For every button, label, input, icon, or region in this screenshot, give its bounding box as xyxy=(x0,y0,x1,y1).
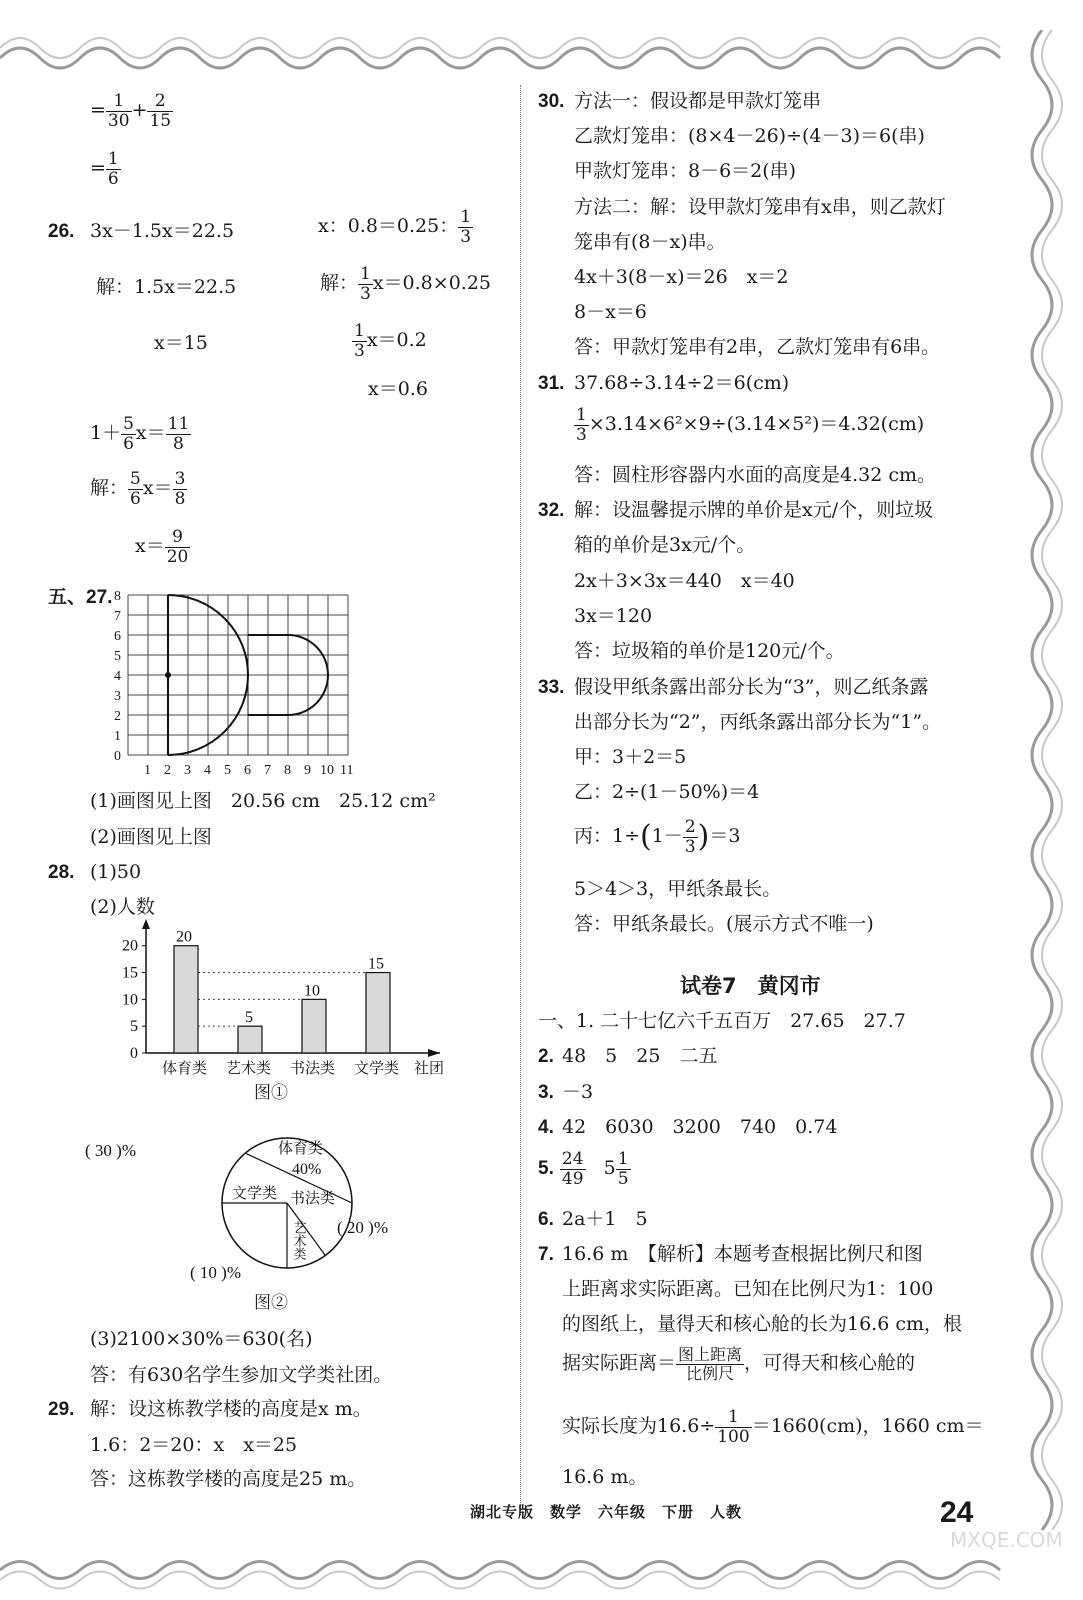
bar-value-label: 10 xyxy=(304,982,320,1000)
q27-grid-figure xyxy=(100,580,370,780)
pie-label-cal: 书法类 xyxy=(290,1189,336,1207)
grid-x-tick: 5 xyxy=(224,763,231,778)
grid-y-tick: 2 xyxy=(114,709,121,724)
top-border xyxy=(0,0,1083,70)
q31-line2: $\frac{1}{3}$ ×3.14×6²×9÷(3.14×5²)＝4.32(cm) xyxy=(576,405,925,445)
q30-line1: 方法一：假设都是甲款灯笼串 xyxy=(574,90,822,112)
q33-line1: 假设甲纸条露出部分长为“3”，则乙纸条露 xyxy=(574,676,929,698)
bar-category-label: 艺术类 xyxy=(226,1059,272,1077)
p5-line: 5. $\frac{24}{49}$ 5 $\frac{1}{5}$ xyxy=(538,1149,629,1189)
q27-answer1: (1)画图见上图 20.56 cm 25.12 cm² xyxy=(90,790,436,812)
watermark: MXQE.COM xyxy=(950,1528,1063,1552)
grid-y-tick: 4 xyxy=(114,669,121,684)
grid-x-tick: 11 xyxy=(340,763,354,778)
q30-line6: 4x＋3(8－x)＝26 x＝2 xyxy=(574,266,789,288)
q31-line3: 答：圆柱形容器内水面的高度是4.32 cm。 xyxy=(574,464,937,486)
bar-2 xyxy=(302,999,326,1053)
q29-line1: 解：设这栋教学楼的高度是x m。 xyxy=(90,1398,372,1420)
q26-eq2: x：0.8＝0.25： $\frac{1}{3}$ xyxy=(318,207,472,247)
p4-number: 4. xyxy=(538,1117,554,1138)
q26-r1: 解： $\frac{1}{3}$ x＝0.8×0.25 xyxy=(320,264,492,304)
bar-chart-title: 图① xyxy=(254,1083,288,1103)
center-point xyxy=(165,672,171,678)
bar-0 xyxy=(174,946,198,1053)
bar-x-axis-label: 社团 xyxy=(414,1059,445,1077)
right-border xyxy=(1020,30,1070,1550)
grid-x-tick: 7 xyxy=(264,763,271,778)
q32-number: 32. xyxy=(538,500,565,521)
grid-y-tick: 0 xyxy=(114,749,121,764)
bar-category-label: 文学类 xyxy=(354,1059,400,1077)
q32-line4: 3x＝120 xyxy=(574,605,653,627)
q30-line3: 甲款灯笼串：8－6＝2(串) xyxy=(574,160,797,182)
p6-line: 2a＋1 5 xyxy=(562,1208,648,1230)
bar-y-tick: 10 xyxy=(122,991,138,1009)
grid-y-tick: 7 xyxy=(114,609,121,624)
q29-number: 29. xyxy=(48,1399,75,1420)
grid-y-tick: 6 xyxy=(114,629,121,644)
q30-line5: 笼串有(8－x)串。 xyxy=(574,231,726,253)
p7-line1: 16.6 m 【解析】本题考查根据比例尺和图 xyxy=(562,1243,923,1265)
q32-line3: 2x＋3×3x＝440 x＝40 xyxy=(574,570,795,592)
q28-conclusion: 答：有630名学生参加文学类社团。 xyxy=(90,1364,393,1386)
p2-number: 2. xyxy=(538,1046,554,1067)
page-number: 24 xyxy=(940,1496,974,1529)
q30-line2: 乙款灯笼串：(8×4－26)÷(4－3)＝6(串) xyxy=(574,125,925,147)
bar-value-label: 15 xyxy=(368,955,384,973)
q31-number: 31. xyxy=(538,373,565,394)
left-line-1: = $\frac{1}{30}$ + $\frac{2}{15}$ xyxy=(90,91,172,131)
q26-r3: x＝0.6 xyxy=(368,378,428,400)
bar-y-tick: 0 xyxy=(130,1045,138,1062)
pie-pct-sport: 40% xyxy=(292,1161,322,1178)
p7-line6: 16.6 m。 xyxy=(562,1466,648,1488)
pie-chart xyxy=(80,1118,400,1293)
grid-x-tick: 1 xyxy=(144,763,151,778)
q26-t3: x＝ $\frac{9}{20}$ xyxy=(135,527,189,567)
p2-line: 48 5 25 二五 xyxy=(562,1045,718,1067)
p3-number: 3. xyxy=(538,1082,554,1103)
q26-s2: x＝15 xyxy=(154,332,208,354)
q28-number: 28. xyxy=(48,862,75,883)
q26-t2: 解： $\frac{5}{6}$ x＝ $\frac{3}{8}$ xyxy=(90,469,186,509)
q33-number: 33. xyxy=(538,677,565,698)
bar-y-tick: 20 xyxy=(122,937,138,955)
q29-line2: 1.6：2＝20：x x＝25 xyxy=(90,1434,298,1456)
grid-x-tick: 8 xyxy=(284,763,291,778)
q28-answer3: (3)2100×30%＝630(名) xyxy=(90,1328,313,1350)
pie-pct-art: ( 10 )% xyxy=(190,1263,241,1282)
q32-line5: 答：垃圾箱的单价是120元/个。 xyxy=(574,640,845,662)
q29-line3: 答：这栋教学楼的高度是25 m。 xyxy=(90,1468,367,1490)
column-divider xyxy=(520,85,521,1515)
q32-line1: 解：设温馨提示牌的单价是x元/个，则垃圾 xyxy=(574,499,934,521)
pie-pct-lit: ( 30 )% xyxy=(85,1141,136,1160)
q26-number: 26. xyxy=(48,221,75,242)
q33-line4: 乙：2÷(1－50%)＝4 xyxy=(574,781,760,803)
section-title: 试卷7 黄冈市 xyxy=(680,974,821,998)
p7-line2: 上距离求实际距离。已知在比例尺为1：100 xyxy=(562,1278,934,1300)
grid-x-tick: 9 xyxy=(304,763,311,778)
bar-1 xyxy=(238,1026,262,1053)
q26-t1: 1＋ $\frac{5}{6}$ x＝ $\frac{11}{8}$ xyxy=(90,414,190,454)
pie-chart-title: 图② xyxy=(254,1293,288,1313)
grid-y-tick: 3 xyxy=(114,689,121,704)
bar-3 xyxy=(366,973,390,1053)
q33-line2: 出部分长为“2”，丙纸条露出部分长为“1”。 xyxy=(574,711,942,733)
bar-category-label: 书法类 xyxy=(290,1059,336,1077)
q30-number: 30. xyxy=(538,91,565,112)
q33-line3: 甲：3＋2＝5 xyxy=(574,746,687,768)
pie-label-art: 艺术类 xyxy=(290,1221,306,1260)
q31-line1: 37.68÷3.14÷2＝6(cm) xyxy=(574,372,790,394)
grid-x-tick: 3 xyxy=(184,763,191,778)
q30-line8: 答：甲款灯笼串有2串，乙款灯笼串有6串。 xyxy=(574,336,941,358)
left-line-2: = $\frac{1}{6}$ xyxy=(90,149,119,189)
footer-text: 湖北专版 数学 六年级 下册 人教 xyxy=(470,1503,743,1521)
q26-eq1: 3x－1.5x＝22.5 xyxy=(90,220,235,242)
p1-line: 一、1. 二十七亿六千五百万 27.65 27.7 xyxy=(538,1010,906,1032)
q33-line5: 丙：1÷(1－ $\frac{2}{3}$ )＝3 xyxy=(574,817,741,857)
q27-number: 五、27. xyxy=(48,587,113,608)
q26-r2: $\frac{1}{3}$ x＝0.2 xyxy=(354,321,427,361)
bar-chart xyxy=(110,915,450,1085)
pie-label-lit: 文学类 xyxy=(232,1184,278,1202)
bar-category-label: 体育类 xyxy=(162,1059,208,1077)
q28-answer1: (1)50 xyxy=(90,861,142,883)
grid-x-tick: 2 xyxy=(164,763,171,778)
bar-value-label: 5 xyxy=(245,1009,253,1027)
grid-y-tick: 1 xyxy=(114,729,121,744)
q27-answer2: (2)画图见上图 xyxy=(90,826,212,848)
grid-y-tick: 8 xyxy=(114,589,121,604)
q32-line2: 箱的单价是3x元/个。 xyxy=(574,534,756,556)
pie-pct-cal: ( 20 )% xyxy=(337,1218,388,1237)
p7-line5: 实际长度为16.6÷ $\frac{1}{100}$ ＝1660(cm)，1660 cm＝ xyxy=(562,1407,984,1447)
grid-y-tick: 5 xyxy=(114,649,121,664)
grid-x-tick: 4 xyxy=(204,763,211,778)
bar-y-tick: 5 xyxy=(130,1018,138,1036)
bar-y-tick: 15 xyxy=(122,964,138,982)
q28-bar-label: (2)人数 xyxy=(90,896,155,918)
bottom-border xyxy=(0,1555,1083,1595)
p7-line4: 据实际距离＝ $\frac{\text{图上距离}}{\text{比例尺}}$ ，可得天和核心舱的 xyxy=(562,1345,916,1383)
grid-x-tick: 10 xyxy=(320,763,334,778)
q30-line4: 方法二：解：设甲款灯笼串有x串，则乙款灯 xyxy=(574,196,946,218)
q33-line6: 5＞4＞3，甲纸条最长。 xyxy=(574,878,782,900)
q30-line7: 8－x＝6 xyxy=(574,301,647,323)
p4-line: 42 6030 3200 740 0.74 xyxy=(562,1116,838,1138)
q33-line7: 答：甲纸条最长。(展示方式不唯一) xyxy=(574,913,874,935)
p7-line3: 的图纸上，量得天和核心舱的长为16.6 cm，根 xyxy=(562,1313,963,1335)
bar-value-label: 20 xyxy=(176,928,192,946)
p7-number: 7. xyxy=(538,1244,554,1265)
p6-number: 6. xyxy=(538,1209,554,1230)
q26-s1: 解：1.5x＝22.5 xyxy=(96,276,237,298)
grid-x-tick: 6 xyxy=(244,763,251,778)
p3-line: －3 xyxy=(562,1081,594,1103)
pie-label-sport: 体育类 xyxy=(278,1139,324,1157)
